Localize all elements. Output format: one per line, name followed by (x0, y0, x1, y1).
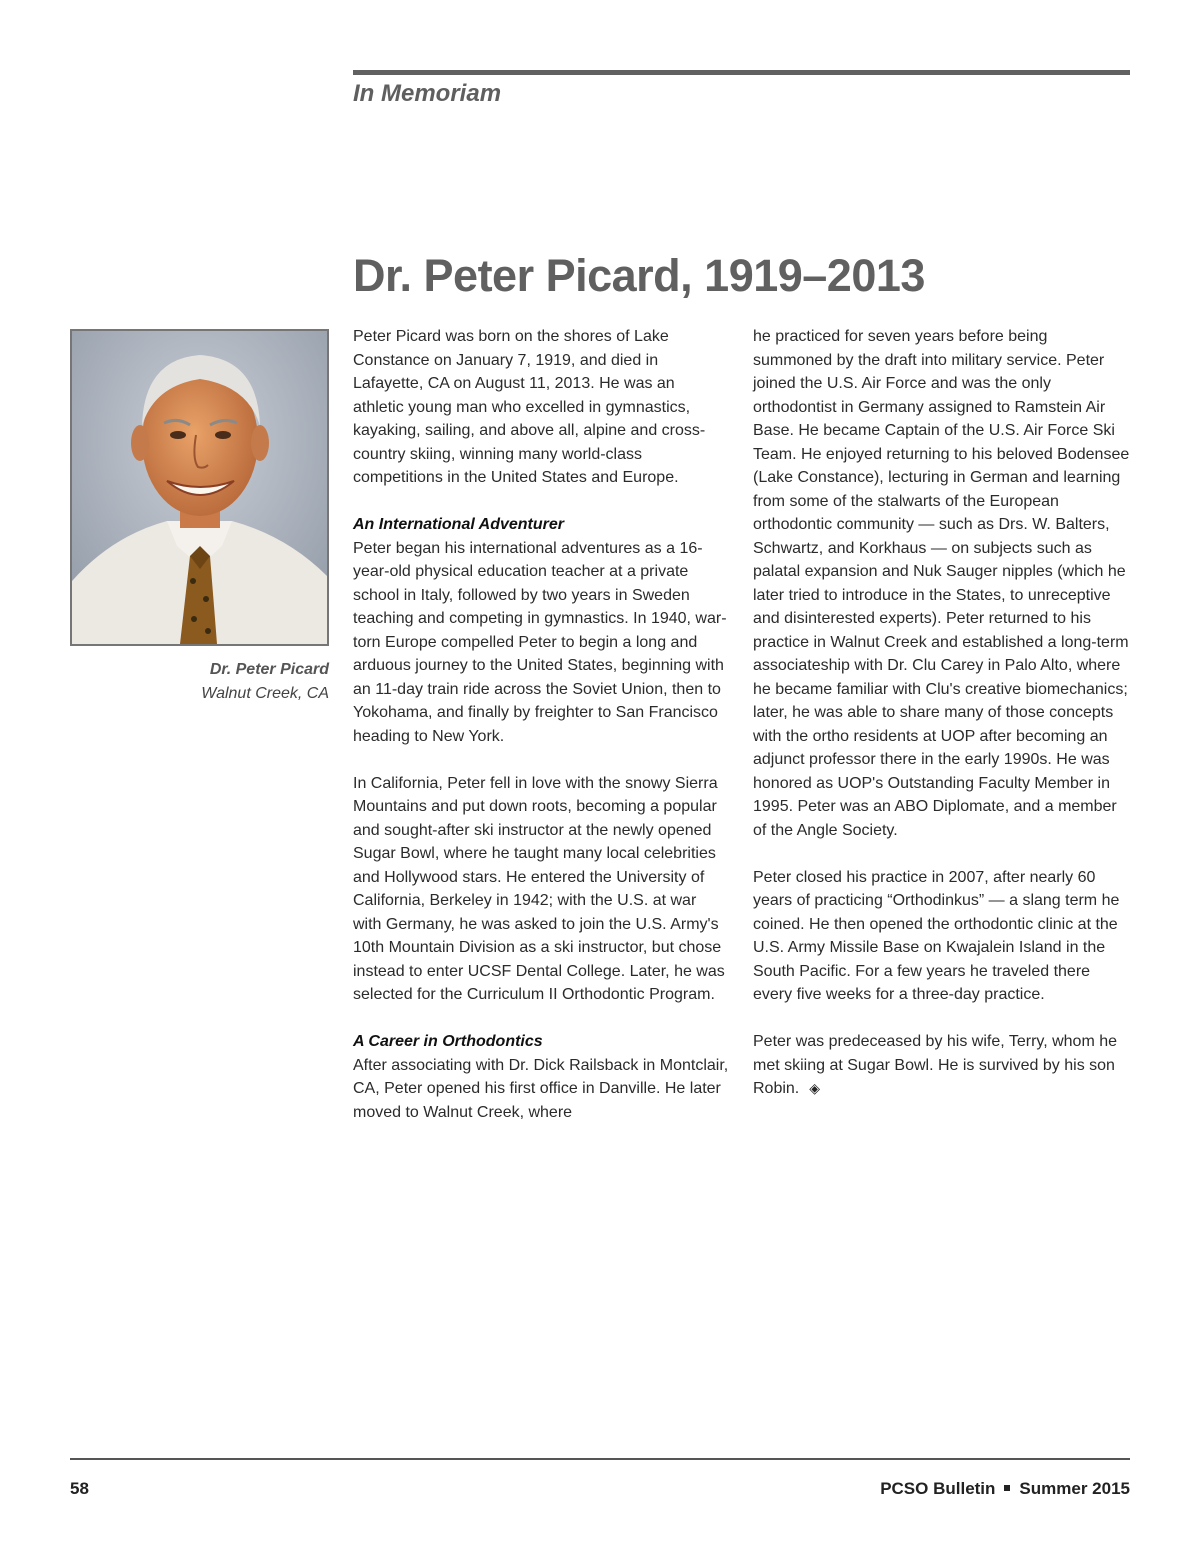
heading-international-adventurer: An International Adventurer (353, 516, 564, 533)
section-career (353, 1030, 729, 1124)
paragraph-air-force: he practiced for seven years before being summoned by the draft into military service. Peter joined the U.S. Air Force and was the only orthodontist in Germany assigned to Ramstein Air Base. He became Captain of the U.S. Air Force Ski Team. He enjoyed returning to his beloved Bodensee (Lake Constance), lecturing in German and learning from some of the stalwarts of the European orthodontic community — such as Drs. W. Balters, Schwartz, and Korkhaus — on subjects such as palatal expansion and Nuk Sauger nipples (which he later tried to introduce in the States, to unreceptive and disinterested experts). Peter returned to his practice in Walnut Creek and established a long-term associateship with Dr. Clu Carey in Palo Alto, where he became familiar with Clu's creative biomechanics; later, he was able to share many of those concepts with the ortho residents at UOP after becoming an adjunct professor there in the early 1990s. He was honored as UOP's Outstanding Faculty Member in 1995. Peter was an ABO Diplomate, and a member of the Angle Society. (753, 328, 1130, 839)
text-column-1 (353, 325, 729, 1148)
text-column-2 (753, 325, 1130, 1124)
intro-paragraph: Peter Picard was born on the shores of Lake Constance on January 7, 1919, and died in Lafayette, CA on August 11, 2013. He was an athletic young man who excelled in gymnastics, kayaking, sailing, and above all, alpine and cross-country skiing, winning many world-class competitions in the United States and Europe. (353, 328, 706, 486)
heading-career-orthodontics: A Career in Orthodontics (353, 1033, 543, 1050)
section-label: In Memoriam (353, 80, 502, 107)
section-international (353, 513, 729, 748)
portrait-image (72, 331, 327, 644)
article-title: Dr. Peter Picard, 1919–2013 (353, 250, 925, 301)
page-number: 58 (70, 1479, 89, 1498)
paragraph-family-text: Peter was predeceased by his wife, Terry, whom he met skiing at Sugar Bowl. He is survived by his son Robin. (753, 1033, 1118, 1097)
paragraph-career: After associating with Dr. Dick Railsback in Montclair, CA, Peter opened his first office in Danville. He later moved to Walnut Creek, where (353, 1056, 729, 1121)
paragraph-california: In California, Peter fell in love with the snowy Sierra Mountains and put down roots, becoming a popular and sought-after ski instructor at the newly opened Sugar Bowl, where he taught many local celebrities and Hollywood stars. He entered the University of California, Berkeley in 1942; with the U.S. at war with Germany, he was asked to join the U.S. Army's 10th Mountain Division as a ski instructor, but chose instead to enter UCSF Dental College. Later, he was selected for the Curriculum II Orthodontic Program. (353, 774, 725, 1003)
footer-publication (880, 1479, 1130, 1499)
photo-caption (70, 658, 329, 706)
caption-location: Walnut Creek, CA (201, 685, 329, 702)
bottom-rule (70, 1458, 1130, 1460)
caption-name: Dr. Peter Picard (209, 661, 329, 678)
paragraph-retirement: Peter closed his practice in 2007, after nearly 60 years of practicing “Orthodinkus” — a slang term he coined. He then opened the orthodontic clinic at the U.S. Army Missile Base on Kwajalein Island in the South Pacific. For a few years he traveled there every five weeks for a three-day practice. (753, 868, 1120, 1003)
paragraph-international: Peter began his international adventures as a 16-year-old physical education teacher at a private school in Italy, followed by two years in Sweden teaching and competing in gymnastics. In 1940, war-torn Europe compelled Peter to begin a long and arduous journey to the United States, beginning with an 11-day train ride across the Soviet Union, then to Yokohama, and finally by freighter to San Francisco heading to New York. (353, 539, 727, 745)
portrait-photo (70, 329, 329, 646)
separator-square-icon (1004, 1485, 1010, 1491)
top-rule (353, 70, 1130, 75)
end-diamond-icon: ◈ (809, 1080, 821, 1096)
paragraph-family (753, 1030, 1130, 1101)
issue-name: Summer 2015 (1019, 1479, 1130, 1498)
publication-name: PCSO Bulletin (880, 1479, 996, 1498)
